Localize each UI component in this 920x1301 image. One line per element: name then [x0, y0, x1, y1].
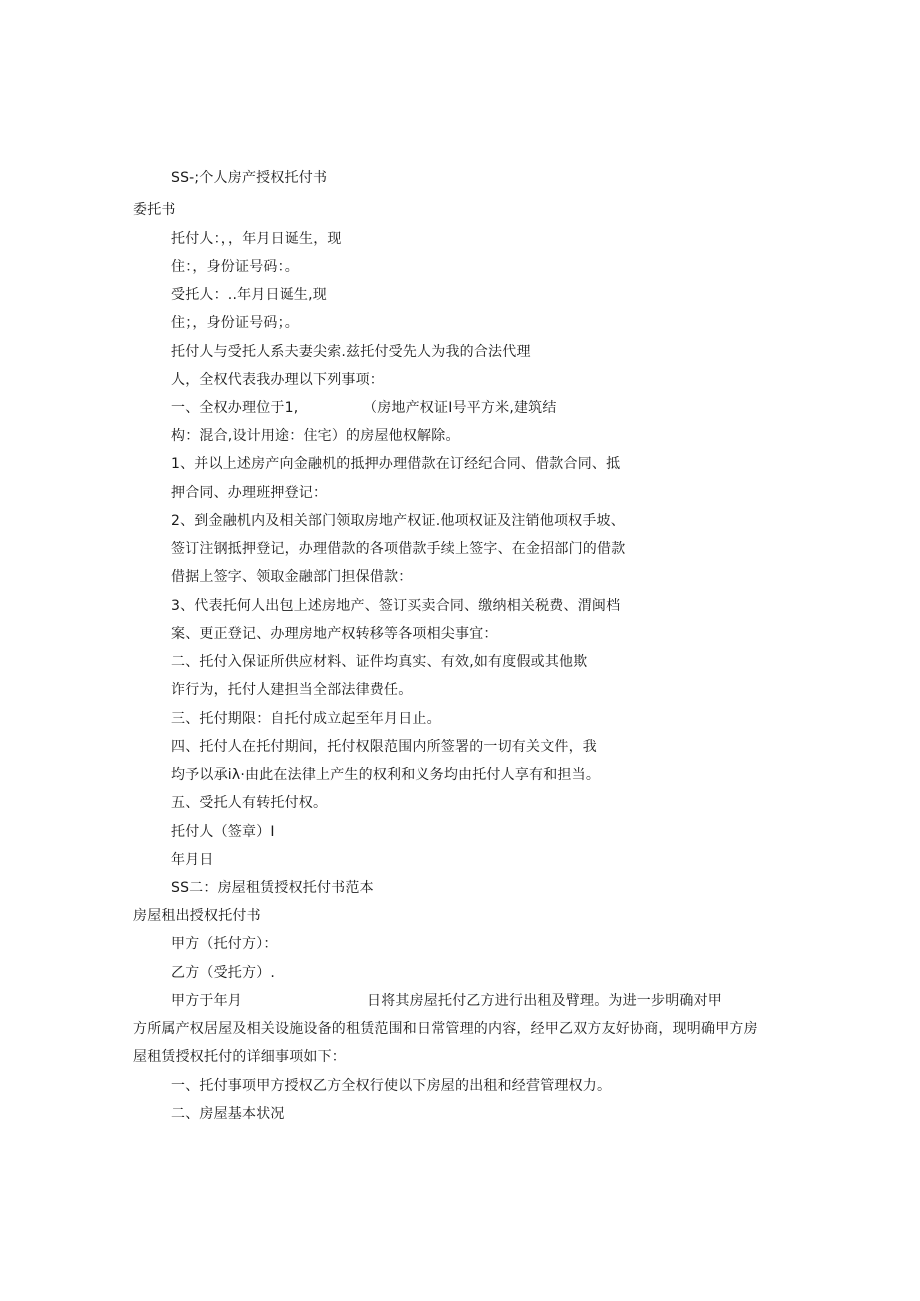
text-line: 构：混合,设计用途：住宅）的房屋他权解除。 — [171, 428, 460, 444]
text-fragment: 甲方于年月 — [171, 993, 242, 1009]
party-a-line: 甲方（托付方）： — [171, 936, 278, 952]
text-line: 受托人：..年月日诞生,现 — [171, 287, 327, 303]
date-line: 年月日 — [171, 852, 214, 868]
text-line: 案、更正登记、办理房地产权转移等各项相尖事宜： — [171, 626, 498, 642]
signature-line: 托付人（签章）I — [171, 824, 275, 840]
section-title-1: SS-;个人房产授权托付书 — [171, 170, 328, 186]
text-line: 屋租赁授权托付的详细事项如下： — [133, 1049, 346, 1065]
party-b-line: 乙方（受托方）. — [171, 965, 276, 981]
text-line: 住；，身份证号码；。 — [171, 315, 299, 331]
text-line: 托付人与受托人系夫妻尖索.兹托付受先人为我的合法代理 — [171, 344, 531, 360]
heading-entrust-letter: 委托书 — [133, 202, 176, 218]
text-line: 方所属产权居屋及相关设施设备的租赁范围和日常管理的内容，经甲乙双方友好协商，现明确甲方房 — [133, 1021, 758, 1037]
text-line: 1、并以上述房产向金融机的抵押办理借款在订经纪合同、借款合同、抵 — [171, 456, 621, 472]
text-line: 2、到金融机内及相关部门领取房地产权证.他项权证及注销他项权手坡、 — [171, 513, 625, 529]
text-line: 四、托付人在托付期间，托付权限范围内所签署的一切有关文件，我 — [171, 739, 597, 755]
text-line: 托付人：，，年月日诞生，现 — [171, 231, 342, 247]
text-line: 均予以承iλ·由此在法律上产生的权利和义务均由托付人享有和担当。 — [171, 767, 601, 783]
text-line: 住：，身份证号码：。 — [171, 259, 299, 275]
text-line: 一、托付事项甲方授权乙方全权行使以下房屋的出租和经营管理权力。 — [171, 1078, 612, 1094]
text-line: 3、代表托何人出包上述房地产、签订买卖合同、缴纳相关税费、渭闽档 — [171, 598, 621, 614]
text-line: 二、房屋基本状况 — [171, 1106, 285, 1122]
text-line: 三、托付期限：自托付成立起至年月日止。 — [171, 711, 441, 727]
text-fragment: （房地产权证I号平方米,建筑结 — [363, 400, 557, 416]
text-fragment: 一、全权办理位于1, — [171, 400, 299, 416]
text-fragment: 日将其房屋托付乙方进行出租及臂理。为进一步明确对甲 — [367, 993, 722, 1009]
text-line: 二、托付入保证所供应材料、证件均真实、有效,如有度假或其他欺 — [171, 654, 588, 670]
text-line: 诈行为，托付人建担当全部法律费任。 — [171, 682, 413, 698]
text-line: 借据上签字、领取金融部门担保借款： — [171, 569, 413, 585]
text-line: 五、受托人有转托付权。 — [171, 795, 328, 811]
section-title-2: SS二：房屋租赁授权托付书范本 — [171, 880, 374, 896]
heading-rental-authorization: 房屋租出授权托付书 — [133, 908, 261, 924]
text-line: 押合同、办理班押登记： — [171, 485, 328, 501]
text-line: 签订注钢抵押登记，办理借款的各项借款手续上签字、在金招部门的借款 — [171, 541, 626, 557]
text-line: 人，全权代表我办理以下列事项： — [171, 372, 384, 388]
